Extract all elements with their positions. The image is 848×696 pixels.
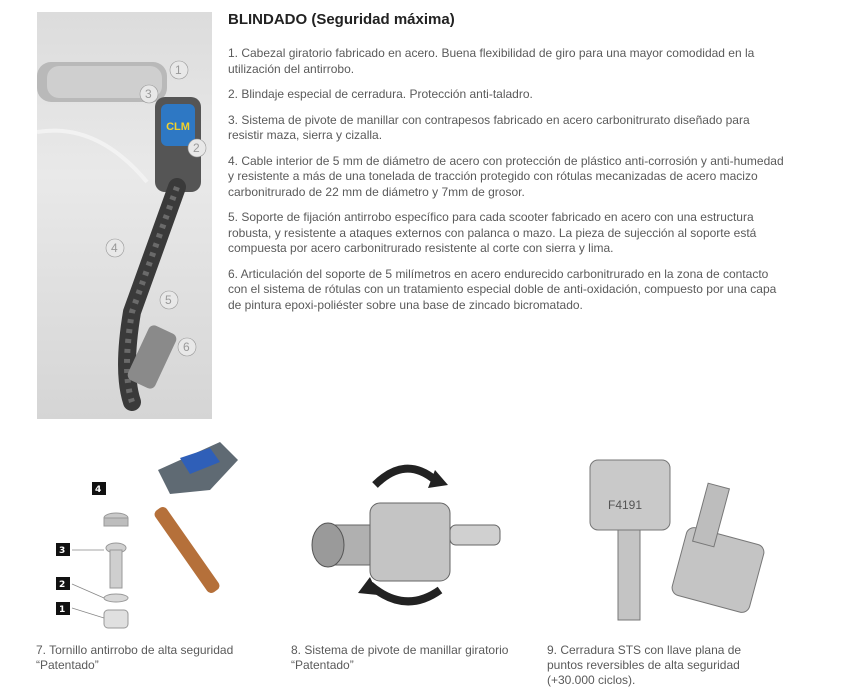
feature-item-6: 6. Articulación del soporte de 5 milímetros en acero endurecido carbonitrurado en la zona de contacto con el sistema de rótulas con un tratamiento especial doble de anti-oxidación, compuesto por una capa de pintura epoxi-poliéster sobre una base de zincado bicromatado.	[228, 266, 777, 312]
feature-item-2: 2. Blindaje especial de cerradura. Protección anti-taladro.	[228, 87, 533, 101]
feature-item-4: 4. Cable interior de 5 mm de diámetro de acero con protección de plástico anti-corrosión y anti-humedad y resistente a más de una tonelada de tracción protegido con rótulas mecanizadas de acero macizo carbonitrurado de 22 mm de diámetro y 7mm de grosor.	[228, 153, 784, 199]
screw-hammer-figure	[50, 430, 270, 635]
svg-text:2: 2	[193, 141, 200, 155]
screw-part-labels	[56, 482, 106, 615]
product-photo	[37, 12, 212, 419]
pivot-figure	[300, 455, 505, 615]
svg-text:5: 5	[165, 293, 172, 307]
page-title: BLINDADO (Seguridad máxima)	[228, 11, 455, 28]
caption-8: 8. Sistema de pivote de manillar giratorio “Patentado”	[291, 643, 509, 672]
feature-item-5: 5. Soporte de fijación antirrobo específico para cada scooter fabricado en acero con una estructura robusta, y resistente a ataques externos con palanca o mazo. La pieza de sujección al soporte está compuesta por acero carbonitrurado resistente al corte con sierra y lima.	[228, 210, 757, 255]
caption-7: 7. Tornillo antirrobo de alta seguridad “Patentado”	[36, 643, 234, 672]
svg-text:6: 6	[183, 340, 190, 354]
svg-text:4: 4	[111, 241, 118, 255]
feature-item-3: 3. Sistema de pivote de manillar con contrapesos fabricado en acero carbonitrurato diseñado para resistir maza, sierra y cizalla.	[228, 112, 750, 142]
svg-text:3: 3	[59, 546, 66, 556]
svg-text:4: 4	[95, 485, 102, 495]
svg-text:CLM: CLM	[166, 121, 190, 133]
svg-text:F4191: F4191	[608, 498, 643, 512]
feature-item-1: 1. Cabezal giratorio fabricado en acero. Buena flexibilidad de giro para una mayor comodidad en la utilización del antirrobo.	[228, 46, 755, 76]
caption-9: 9. Cerradura STS con llave plana de puntos reversibles de alta seguridad (+30.000 ciclos).	[547, 643, 742, 687]
keys-figure	[570, 445, 770, 625]
lock-illustration	[37, 12, 212, 419]
feature-list	[228, 46, 788, 323]
svg-text:2: 2	[59, 580, 66, 590]
svg-text:3: 3	[145, 87, 152, 101]
svg-text:1: 1	[175, 63, 182, 77]
svg-text:1: 1	[59, 605, 66, 615]
